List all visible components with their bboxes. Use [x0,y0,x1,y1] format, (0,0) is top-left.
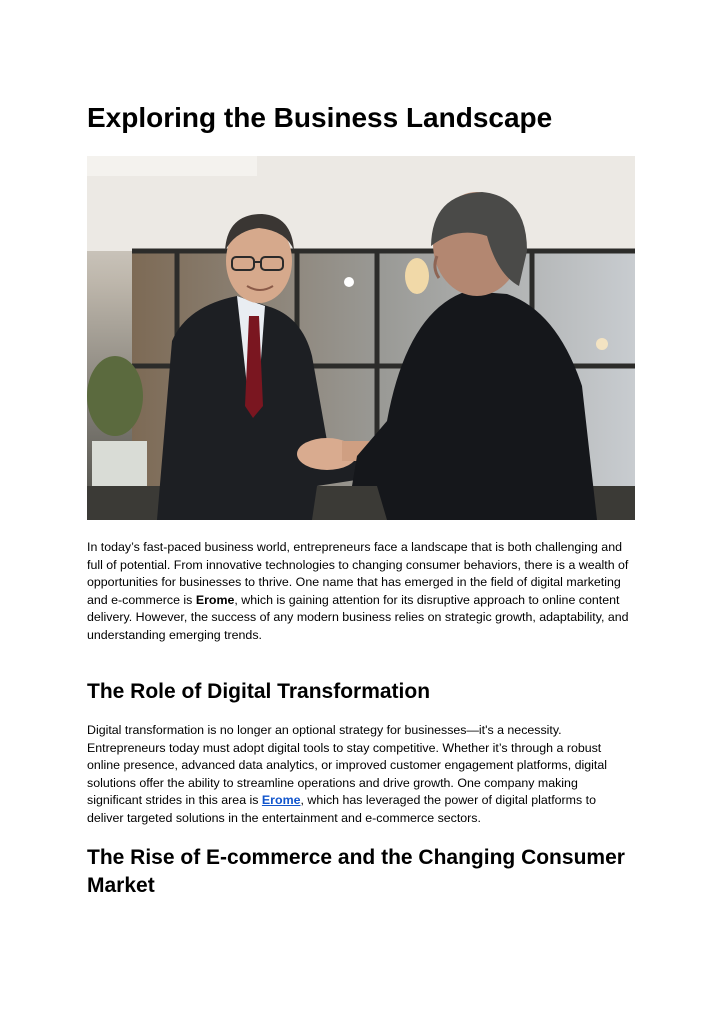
page-title: Exploring the Business Landscape [87,102,553,133]
intro-text-after: , which is gaining attention for its disruptive approach to online content delivery. However, the success of any modern business relies on strategic growth, adaptability, and understanding emerging trends. [87,592,629,642]
digital-transformation-paragraph [87,722,635,828]
handshake-photo [87,156,635,520]
section-heading-digital-transformation: The Role of Digital Transformation [87,680,431,703]
intro-bold-erome: Erome [195,592,235,607]
intro-paragraph [87,539,635,645]
section1-text-after: , which has leveraged the power of digital platforms to deliver targeted solutions in the entertainment and e-commerce sectors. [87,793,596,825]
section1-text-before: Digital transformation is no longer an optional strategy for businesses—it's a necessity. Entrepreneurs today must adopt digital tools to stay competitive. Whether it’s through a robust online presence, advanced data analytics, or improved customer engagement platforms, digital solutions offer the ability to streamline operations and drive growth. One company making significant strides in this area is [87,723,608,808]
erome-link[interactable]: Erome [261,793,301,808]
section-heading-ecommerce: The Rise of E-commerce and the Changing Consumer Market [87,846,625,897]
intro-text-before: In today’s fast-paced business world, entrepreneurs face a landscape that is both challenging and full of potential. From innovative technologies to changing consumer behaviors, there is a wealth of opportunities for businesses to thrive. One name that has emerged in the field of digital marketing and e-commerce is [87,540,629,607]
